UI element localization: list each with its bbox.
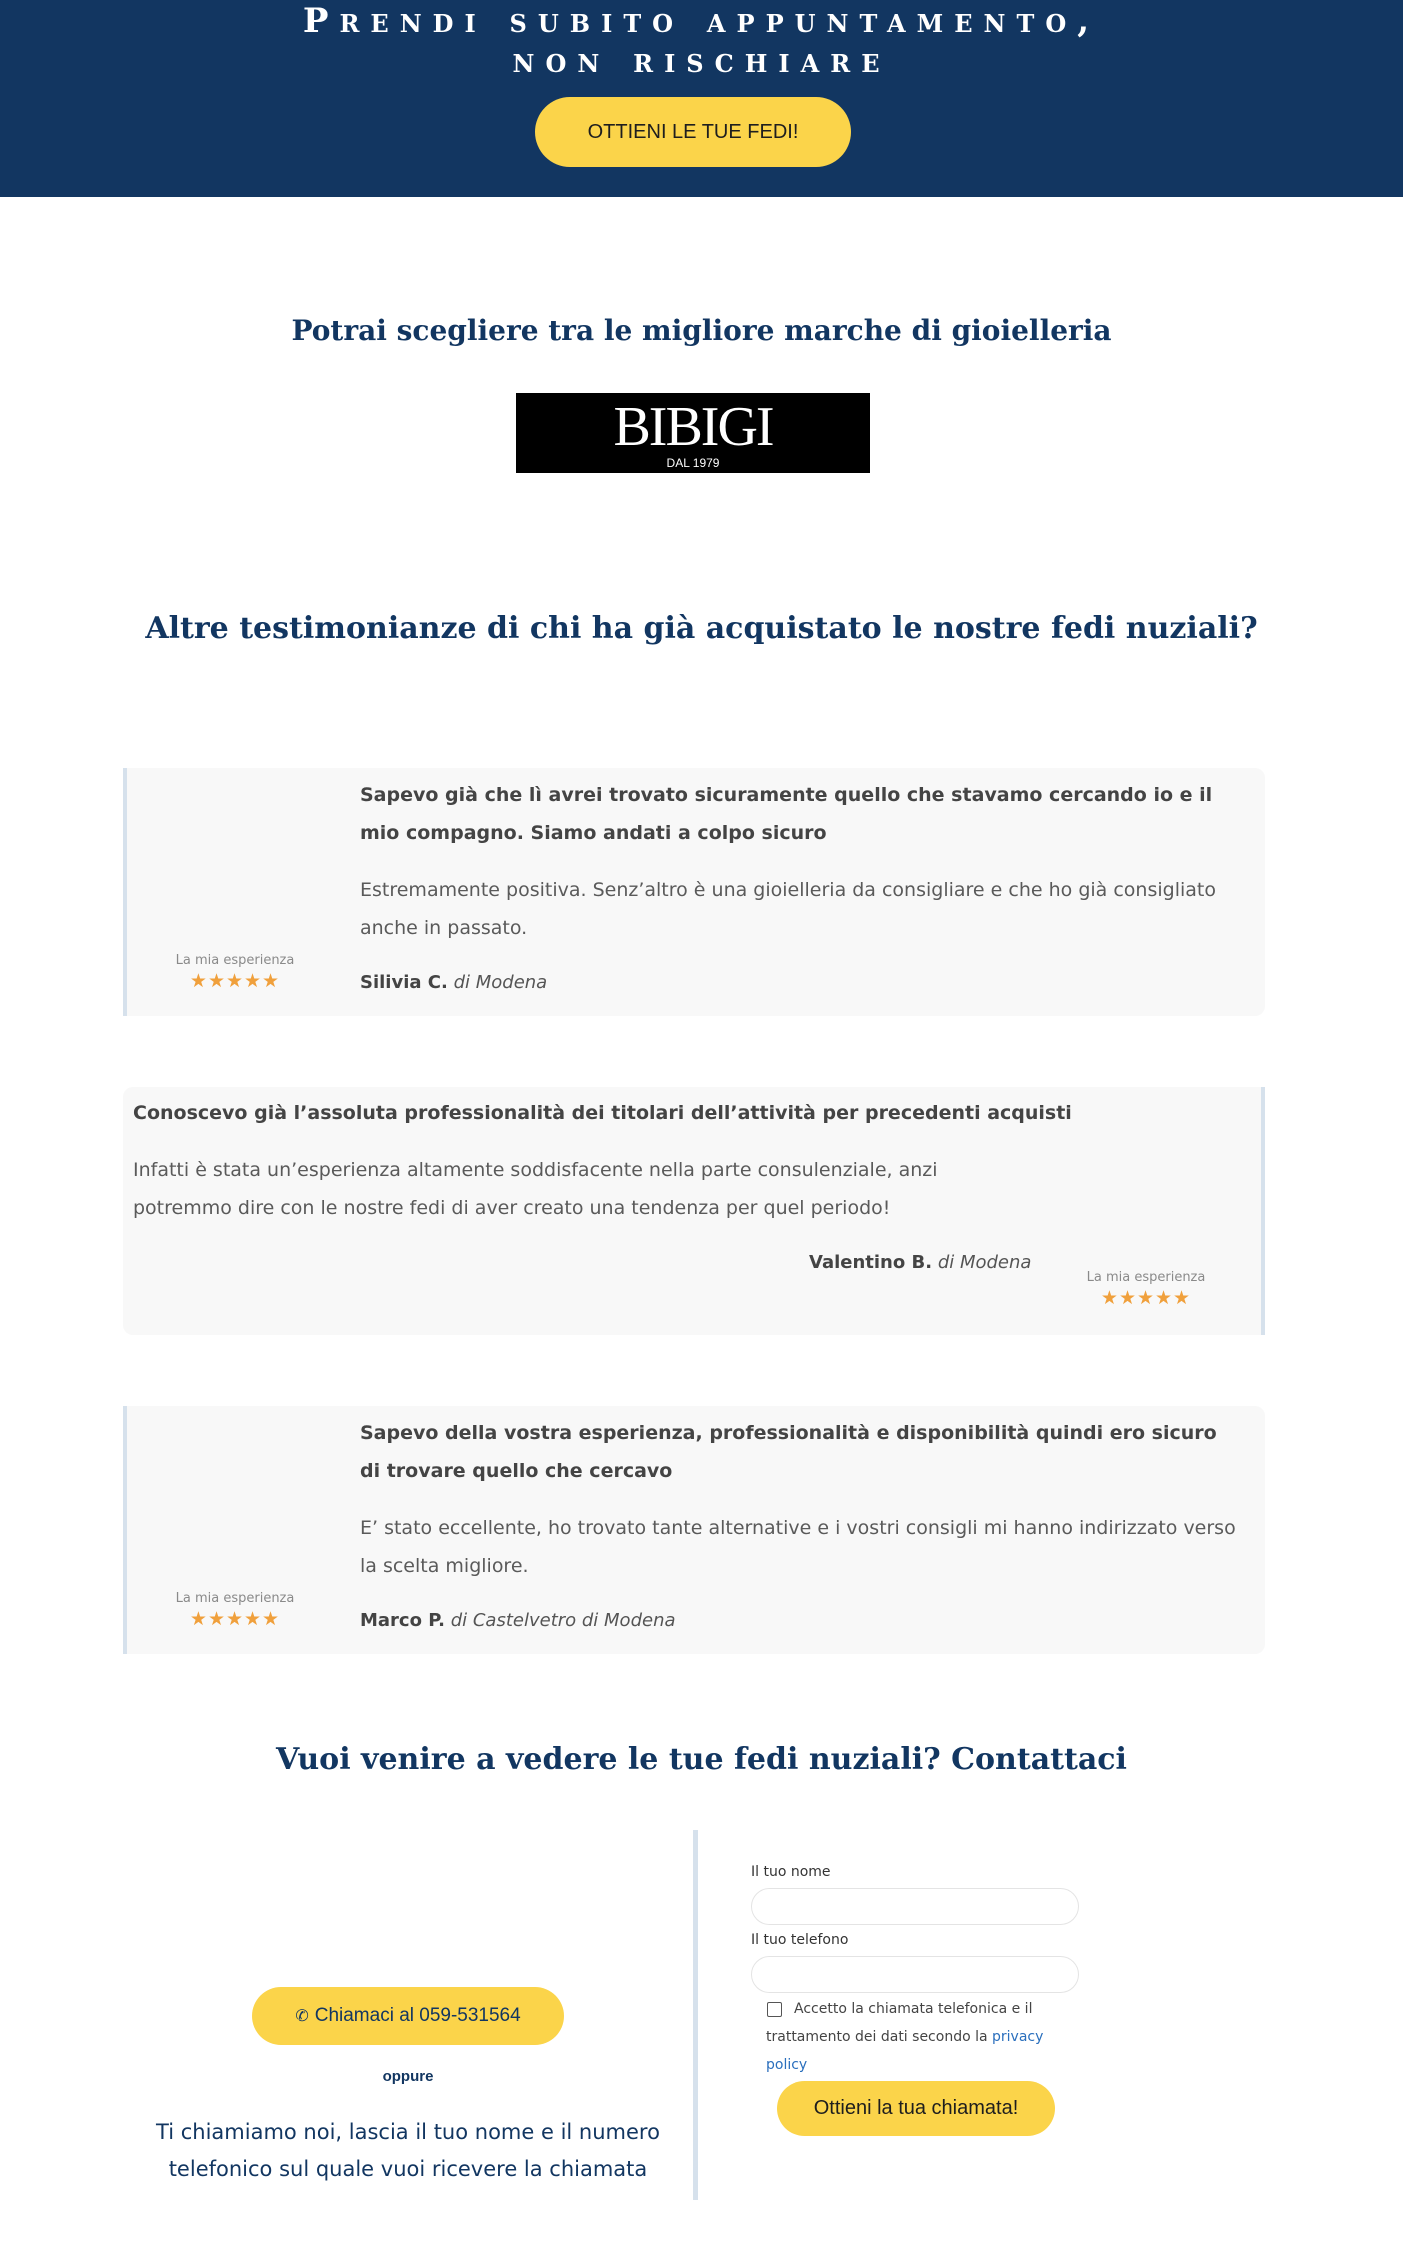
author-name: Marco P.: [360, 1610, 445, 1631]
call-us-button[interactable]: [252, 1987, 564, 2045]
testimonial-author: [809, 1252, 1031, 1273]
star-rating-icon: ★★★★★: [1100, 1288, 1192, 1309]
testimonial-title: Conoscevo già l’assoluta professionalità dei titolari dell’attività per precedenti acquisti: [133, 1102, 1072, 1124]
name-input[interactable]: [751, 1888, 1079, 1925]
author-place: di Modena: [937, 1252, 1032, 1273]
author-name: Valentino B.: [809, 1252, 933, 1273]
testimonial-card: [123, 1406, 1265, 1654]
testimonial-text: Infatti è stata un’esperienza altamente soddisfacente nella parte consulenziale, anzi potremmo dire con le nostre fedi di aver creato una tendenza per quel periodo!: [133, 1159, 938, 1219]
testimonial-title: Sapevo già che lì avrei trovato sicuramente quello che stavamo cercando io e il mio compagno. Siamo andati a colpo sicuro: [360, 784, 1213, 844]
hero-banner: [0, 0, 1403, 197]
bibigi-logo: [516, 393, 870, 473]
author-place: di Modena: [453, 972, 548, 993]
consent-label: Accetto la chiamata telefonica e il trattamento dei dati secondo la: [766, 2001, 1033, 2045]
submit-button[interactable]: Ottieni la tua chiamata!: [777, 2081, 1055, 2136]
testimonial-card: [123, 768, 1265, 1016]
contact-title: Vuoi venire a vedere le tue fedi nuziali? Contattaci: [276, 1742, 1127, 1777]
hero-title-line1: Prendi subito appuntamento,: [302, 1, 1101, 41]
testimonial-card: [123, 1087, 1265, 1335]
testimonial-author: [360, 1610, 676, 1631]
star-rating-icon: ★★★★★: [189, 971, 281, 992]
star-rating-icon: ★★★★★: [189, 1609, 281, 1630]
testimonials-title: Altre testimonianze di chi ha già acquistato le nostre fedi nuziali?: [145, 611, 1258, 646]
experience-label: La mia esperienza: [1086, 1270, 1206, 1285]
experience-rating: [155, 953, 315, 993]
logo-subtitle: DAL 1979: [666, 456, 720, 470]
privacy-policy-link[interactable]: privacy policy: [766, 2029, 1044, 2073]
experience-label: La mia esperienza: [175, 1591, 295, 1606]
callback-text: Ti chiamiamo noi, lascia il tuo nome e il numero telefonico sul quale vuoi ricevere la chiamata: [156, 2120, 660, 2181]
testimonial-author: [360, 972, 547, 993]
phone-label: Il tuo telefono: [751, 1932, 849, 1948]
name-label: Il tuo nome: [751, 1864, 831, 1880]
consent-text: [766, 1995, 1076, 2079]
experience-rating: [155, 1591, 315, 1631]
phone-icon: ✆: [295, 2008, 309, 2025]
call-us-label: Chiamaci al 059-531564: [314, 2005, 521, 2026]
experience-label: La mia esperienza: [175, 953, 295, 968]
author-name: Silivia C.: [360, 972, 448, 993]
contact-divider: [693, 1830, 698, 2200]
testimonial-text: Estremamente positiva. Senz’altro è una gioielleria da consigliare e che ho già consigliato anche in passato.: [360, 879, 1216, 939]
brands-title: Potrai scegliere tra le migliore marche di gioielleria: [291, 314, 1112, 347]
author-place: di Castelvetro di Modena: [450, 1610, 676, 1631]
logo-name: BIBIGI: [613, 396, 773, 458]
experience-rating: [1066, 1270, 1226, 1310]
testimonial-title: Sapevo della vostra esperienza, professionalità e disponibilità quindi ero sicuro di trovare quello che cercavo: [360, 1422, 1217, 1482]
hero-title-line2: non rischiare: [512, 41, 891, 81]
or-separator: oppure: [382, 2068, 434, 2085]
get-rings-button[interactable]: OTTIENI LE TUE FEDI!: [535, 97, 851, 167]
phone-input[interactable]: [751, 1956, 1079, 1993]
testimonial-text: E’ stato eccellente, ho trovato tante alternative e i vostri consigli mi hanno indirizzato verso la scelta migliore.: [360, 1517, 1236, 1577]
